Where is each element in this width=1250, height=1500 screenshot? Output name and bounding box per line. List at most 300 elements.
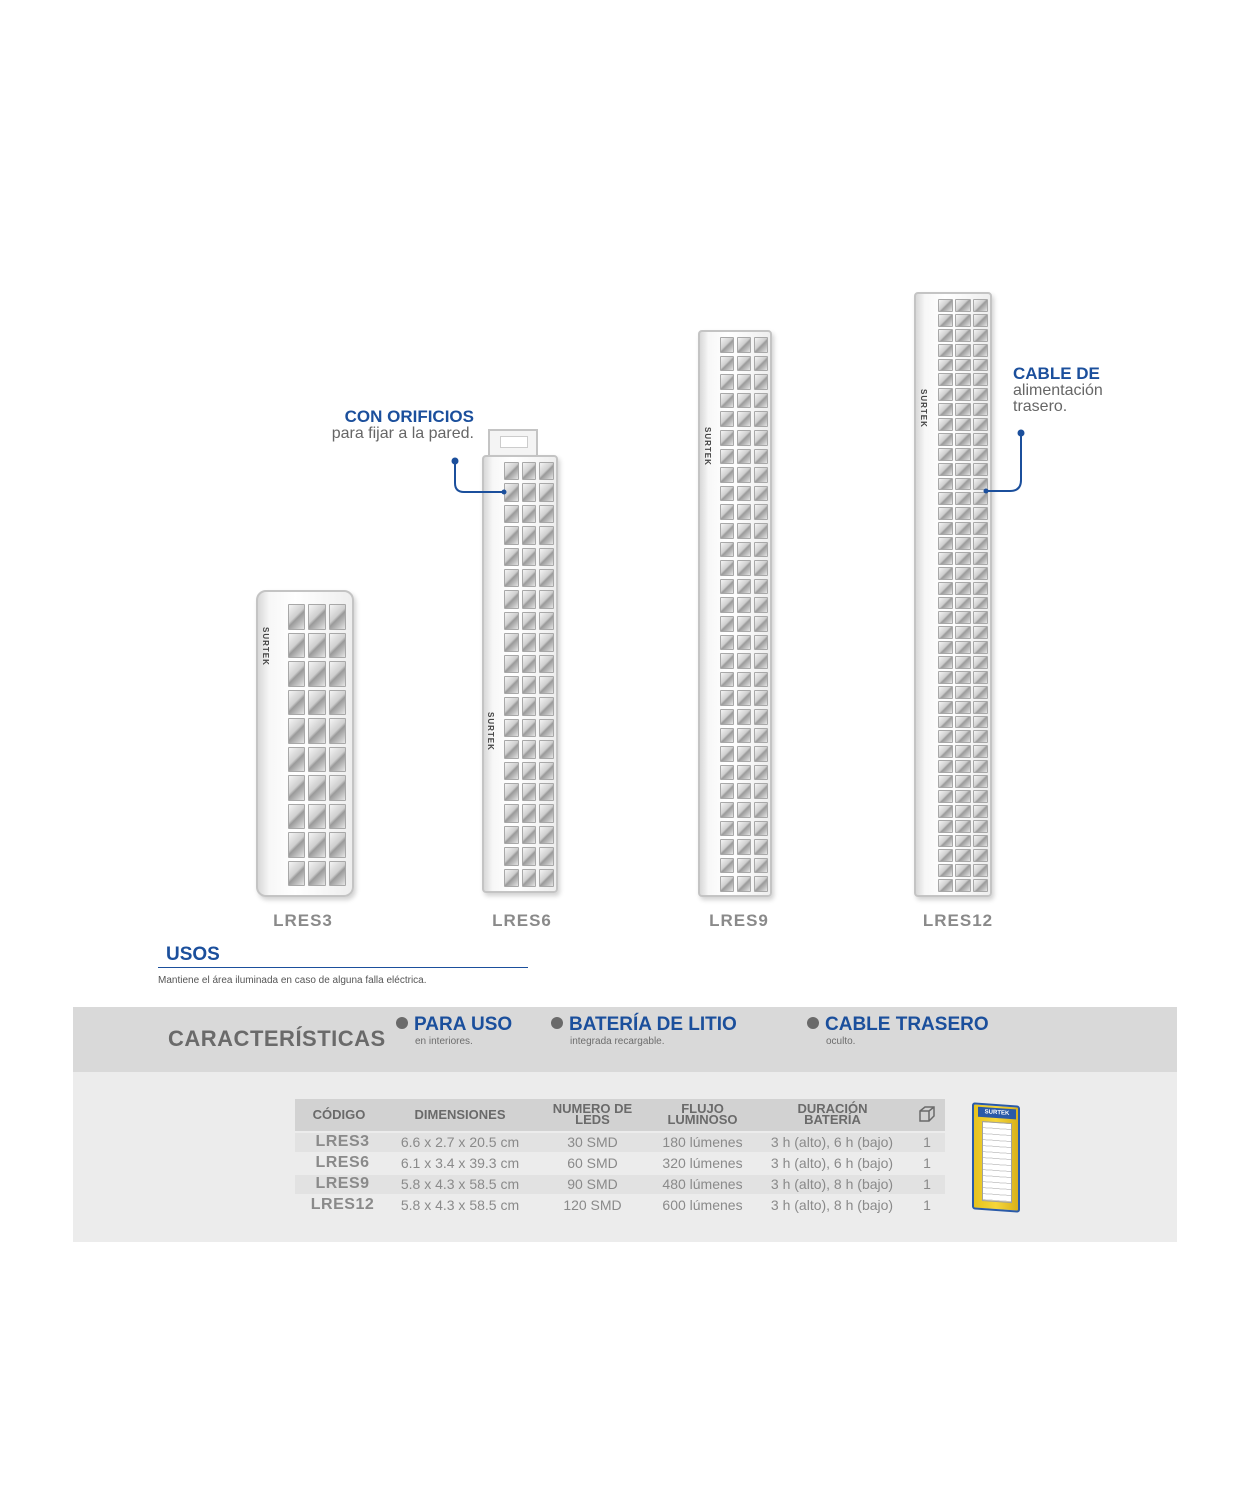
led-cell: [955, 730, 970, 743]
led-cell: [754, 430, 768, 446]
led-grid: [938, 299, 988, 892]
lamp-brand: SURTEK: [919, 389, 928, 428]
led-cell: [754, 449, 768, 465]
led-cell: [737, 337, 751, 353]
led-cell: [938, 463, 953, 476]
led-cell: [737, 523, 751, 539]
bullet-icon: [551, 1017, 563, 1029]
led-cell: [973, 716, 988, 729]
led-cell: [737, 597, 751, 613]
led-cell: [938, 433, 953, 446]
led-grid: [504, 462, 554, 887]
led-cell: [737, 542, 751, 558]
led-cell: [955, 864, 970, 877]
lamp-lres12: [914, 292, 992, 897]
led-cell: [308, 661, 325, 687]
led-cell: [955, 403, 970, 416]
led-cell: [720, 821, 734, 837]
led-cell: [737, 411, 751, 427]
lamp-lres9: [698, 330, 772, 897]
led-cell: [308, 804, 325, 830]
led-cell: [288, 832, 305, 858]
led-cell: [288, 747, 305, 773]
feature-bateria: [551, 1014, 737, 1047]
led-cell: [955, 478, 970, 491]
led-cell: [973, 656, 988, 669]
header-dimensiones: DIMENSIONES: [414, 1107, 506, 1122]
led-cell: [737, 690, 751, 706]
led-cell: [938, 611, 953, 624]
led-cell: [522, 676, 537, 694]
led-cell: [539, 783, 554, 801]
led-cell: [973, 730, 988, 743]
led-cell: [955, 686, 970, 699]
led-cell: [754, 839, 768, 855]
led-cell: [308, 604, 325, 630]
led-cell: [938, 686, 953, 699]
cell-flux: 320 lúmenes: [662, 1155, 743, 1171]
led-cell: [737, 746, 751, 762]
lamp-label-lres6: LRES6: [492, 911, 552, 930]
cell-dims: 6.6 x 2.7 x 20.5 cm: [400, 1134, 520, 1150]
led-cell: [955, 760, 970, 773]
led-cell: [522, 719, 537, 737]
led-cell: [288, 661, 305, 687]
led-cell: [955, 582, 970, 595]
led-cell: [938, 388, 953, 401]
led-cell: [504, 655, 519, 673]
led-cell: [973, 299, 988, 312]
lamp-label-lres3: LRES3: [273, 911, 333, 930]
led-cell: [737, 449, 751, 465]
led-cell: [737, 765, 751, 781]
led-cell: [288, 861, 305, 887]
callout-leader-cable: [980, 428, 1030, 498]
led-cell: [955, 835, 970, 848]
led-cell: [973, 373, 988, 386]
led-cell: [737, 393, 751, 409]
led-cell: [754, 783, 768, 799]
led-cell: [720, 858, 734, 874]
led-cell: [539, 612, 554, 630]
led-cell: [308, 747, 325, 773]
led-cell: [504, 740, 519, 758]
led-cell: [754, 876, 768, 892]
led-cell: [955, 329, 970, 342]
led-cell: [720, 802, 734, 818]
led-cell: [973, 641, 988, 654]
led-cell: [737, 802, 751, 818]
led-cell: [754, 635, 768, 651]
led-cell: [973, 537, 988, 550]
led-cell: [973, 522, 988, 535]
led-cell: [522, 548, 537, 566]
led-cell: [973, 507, 988, 520]
led-cell: [737, 467, 751, 483]
callout-line: trasero.: [1013, 398, 1068, 415]
led-cell: [522, 590, 537, 608]
led-cell: [938, 299, 953, 312]
led-cell: [938, 745, 953, 758]
led-cell: [737, 374, 751, 390]
led-cell: [955, 522, 970, 535]
led-cell: [938, 492, 953, 505]
led-cell: [329, 832, 346, 858]
led-cell: [938, 478, 953, 491]
led-cell: [737, 616, 751, 632]
led-cell: [754, 858, 768, 874]
led-cell: [938, 641, 953, 654]
led-cell: [522, 740, 537, 758]
led-cell: [938, 507, 953, 520]
feature-title: CABLE TRASERO: [825, 1014, 989, 1035]
led-cell: [539, 483, 554, 501]
led-cell: [955, 537, 970, 550]
led-cell: [720, 635, 734, 651]
callout-title: CABLE DE: [1013, 364, 1100, 383]
feature-title: BATERÍA DE LITIO: [569, 1014, 737, 1035]
led-cell: [938, 730, 953, 743]
header-duracion: [760, 1103, 905, 1125]
cell-dims: 5.8 x 4.3 x 58.5 cm: [400, 1176, 520, 1192]
led-cell: [973, 329, 988, 342]
led-cell: [720, 560, 734, 576]
led-cell: [720, 783, 734, 799]
usos-divider: [158, 967, 528, 968]
led-cell: [308, 832, 325, 858]
led-cell: [973, 359, 988, 372]
led-cell: [973, 597, 988, 610]
led-cell: [938, 864, 953, 877]
led-cell: [329, 604, 346, 630]
led-cell: [737, 728, 751, 744]
led-cell: [973, 760, 988, 773]
led-cell: [938, 552, 953, 565]
led-cell: [720, 374, 734, 390]
led-cell: [973, 805, 988, 818]
led-cell: [938, 671, 953, 684]
led-cell: [308, 690, 325, 716]
led-cell: [973, 701, 988, 714]
led-cell: [754, 393, 768, 409]
led-cell: [720, 430, 734, 446]
led-cell: [973, 820, 988, 833]
led-cell: [522, 526, 537, 544]
cell-dims: 5.8 x 4.3 x 58.5 cm: [400, 1197, 520, 1213]
led-cell: [539, 633, 554, 651]
cell-battery: 3 h (alto), 6 h (bajo): [770, 1155, 894, 1171]
cell-code: LRES3: [315, 1133, 370, 1150]
led-cell: [504, 590, 519, 608]
header-line: NUMERO DE: [552, 1101, 633, 1116]
led-cell: [522, 826, 537, 844]
led-cell: [938, 522, 953, 535]
led-cell: [522, 847, 537, 865]
led-cell: [955, 359, 970, 372]
header-line: LUMINOSO: [667, 1112, 738, 1127]
led-cell: [288, 690, 305, 716]
led-cell: [754, 728, 768, 744]
lamp-label-lres9: LRES9: [709, 911, 769, 930]
led-cell: [288, 633, 305, 659]
led-cell: [504, 847, 519, 865]
led-cell: [539, 505, 554, 523]
lamp-brand: SURTEK: [261, 627, 270, 666]
led-cell: [973, 552, 988, 565]
cell-leds: 60 SMD: [567, 1155, 618, 1171]
led-cell: [973, 745, 988, 758]
lamp-label-lres12: LRES12: [922, 911, 994, 930]
led-cell: [955, 656, 970, 669]
led-cell: [973, 626, 988, 639]
led-cell: [955, 701, 970, 714]
header-leds: [540, 1103, 645, 1125]
cell-qty: 1: [923, 1197, 931, 1213]
led-cell: [955, 314, 970, 327]
feature-subtitle: oculto.: [826, 1036, 856, 1047]
led-cell: [938, 344, 953, 357]
cell-battery: 3 h (alto), 8 h (bajo): [770, 1176, 894, 1192]
led-cell: [737, 635, 751, 651]
feature-title: PARA USO: [414, 1014, 513, 1035]
led-cell: [938, 418, 953, 431]
led-cell: [504, 548, 519, 566]
led-cell: [754, 746, 768, 762]
led-cell: [955, 448, 970, 461]
led-cell: [737, 356, 751, 372]
cell-flux: 600 lúmenes: [662, 1197, 743, 1213]
led-cell: [973, 686, 988, 699]
callout-line: alimentación: [1013, 382, 1103, 399]
led-cell: [522, 697, 537, 715]
led-cell: [754, 672, 768, 688]
led-cell: [522, 804, 537, 822]
led-cell: [539, 826, 554, 844]
led-cell: [754, 337, 768, 353]
led-cell: [938, 820, 953, 833]
cell-leds: 30 SMD: [567, 1134, 618, 1150]
led-cell: [539, 526, 554, 544]
led-cell: [938, 329, 953, 342]
led-cell: [938, 849, 953, 862]
led-cell: [539, 719, 554, 737]
header-line: DURACIÓN: [797, 1101, 868, 1116]
led-cell: [973, 671, 988, 684]
led-cell: [539, 655, 554, 673]
header-line: FLUJO: [681, 1101, 724, 1116]
led-cell: [720, 467, 734, 483]
led-cell: [955, 745, 970, 758]
led-cell: [539, 462, 554, 480]
callout-title: CON ORIFICIOS: [344, 407, 474, 426]
led-cell: [720, 337, 734, 353]
led-cell: [504, 719, 519, 737]
led-cell: [938, 656, 953, 669]
led-cell: [973, 864, 988, 877]
led-cell: [754, 486, 768, 502]
feature-subtitle: integrada recargable.: [570, 1036, 665, 1047]
led-cell: [938, 359, 953, 372]
led-cell: [288, 804, 305, 830]
led-cell: [973, 835, 988, 848]
led-cell: [720, 393, 734, 409]
led-cell: [955, 567, 970, 580]
led-cell: [737, 560, 751, 576]
led-cell: [737, 821, 751, 837]
led-cell: [973, 314, 988, 327]
led-cell: [938, 626, 953, 639]
led-cell: [522, 462, 537, 480]
led-cell: [737, 430, 751, 446]
led-cell: [955, 418, 970, 431]
led-cell: [955, 805, 970, 818]
cell-leds: 120 SMD: [563, 1197, 622, 1213]
led-cell: [539, 590, 554, 608]
led-cell: [720, 616, 734, 632]
led-cell: [955, 716, 970, 729]
led-cell: [720, 839, 734, 855]
led-cell: [754, 374, 768, 390]
led-cell: [754, 765, 768, 781]
led-cell: [754, 542, 768, 558]
hanging-bracket: [488, 429, 538, 457]
led-cell: [955, 463, 970, 476]
feature-subtitle: en interiores.: [415, 1036, 473, 1047]
cell-battery: 3 h (alto), 6 h (bajo): [770, 1134, 894, 1150]
lamp-lres3: [256, 590, 354, 897]
led-cell: [504, 869, 519, 887]
led-cell: [754, 802, 768, 818]
led-cell: [522, 505, 537, 523]
callout-cable: [1013, 365, 1153, 415]
led-cell: [938, 567, 953, 580]
led-cell: [938, 835, 953, 848]
led-cell: [504, 697, 519, 715]
led-cell: [288, 718, 305, 744]
led-cell: [955, 344, 970, 357]
led-cell: [973, 849, 988, 862]
led-cell: [504, 783, 519, 801]
led-cell: [737, 653, 751, 669]
led-cell: [973, 388, 988, 401]
lamp-brand: SURTEK: [486, 712, 495, 751]
led-cell: [955, 775, 970, 788]
led-cell: [754, 523, 768, 539]
led-cell: [973, 582, 988, 595]
led-cell: [737, 858, 751, 874]
led-cell: [955, 671, 970, 684]
led-cell: [973, 775, 988, 788]
led-cell: [955, 597, 970, 610]
bullet-icon: [807, 1017, 819, 1029]
led-cell: [754, 597, 768, 613]
led-cell: [288, 604, 305, 630]
led-cell: [938, 448, 953, 461]
led-cell: [720, 597, 734, 613]
led-cell: [720, 486, 734, 502]
led-cell: [720, 653, 734, 669]
led-cell: [938, 716, 953, 729]
led-cell: [973, 567, 988, 580]
led-cell: [938, 403, 953, 416]
cell-qty: 1: [923, 1155, 931, 1171]
led-cell: [504, 676, 519, 694]
led-cell: [329, 690, 346, 716]
led-cell: [955, 299, 970, 312]
led-cell: [938, 760, 953, 773]
led-cell: [754, 356, 768, 372]
led-cell: [720, 411, 734, 427]
cell-code: LRES12: [310, 1196, 375, 1213]
led-cell: [938, 790, 953, 803]
led-cell: [955, 492, 970, 505]
led-cell: [522, 869, 537, 887]
cell-leds: 90 SMD: [567, 1176, 618, 1192]
led-cell: [938, 597, 953, 610]
led-cell: [308, 861, 325, 887]
led-cell: [720, 356, 734, 372]
led-cell: [522, 569, 537, 587]
led-cell: [720, 542, 734, 558]
led-cell: [737, 672, 751, 688]
led-cell: [938, 775, 953, 788]
led-cell: [955, 849, 970, 862]
led-cell: [720, 876, 734, 892]
feature-cable-trasero: [807, 1014, 989, 1047]
led-cell: [754, 411, 768, 427]
led-cell: [955, 790, 970, 803]
led-cell: [938, 582, 953, 595]
package-window: [982, 1121, 1012, 1203]
callout-orificios: [298, 408, 474, 442]
led-cell: [539, 804, 554, 822]
led-cell: [973, 403, 988, 416]
led-cell: [737, 783, 751, 799]
led-cell: [539, 676, 554, 694]
led-cell: [955, 879, 970, 892]
header-line: LEDS: [575, 1112, 610, 1127]
led-cell: [720, 449, 734, 465]
led-cell: [522, 655, 537, 673]
cell-flux: 180 lúmenes: [662, 1134, 743, 1150]
led-cell: [973, 611, 988, 624]
led-cell: [522, 783, 537, 801]
cell-flux: 480 lúmenes: [662, 1176, 743, 1192]
led-cell: [754, 690, 768, 706]
led-cell: [955, 388, 970, 401]
led-cell: [955, 611, 970, 624]
led-cell: [522, 762, 537, 780]
lamp-brand: SURTEK: [703, 427, 712, 466]
led-cell: [938, 314, 953, 327]
led-cell: [504, 569, 519, 587]
led-cell: [539, 548, 554, 566]
lamp-lres6: [482, 455, 558, 893]
cell-dims: 6.1 x 3.4 x 39.3 cm: [400, 1155, 520, 1171]
led-cell: [720, 579, 734, 595]
package-brand: SURTEK: [978, 1107, 1016, 1120]
led-cell: [720, 709, 734, 725]
callout-subtitle: para fijar a la pared.: [331, 425, 474, 442]
led-cell: [737, 876, 751, 892]
cell-code: LRES6: [315, 1154, 370, 1171]
led-cell: [504, 526, 519, 544]
led-cell: [737, 504, 751, 520]
led-cell: [955, 433, 970, 446]
bullet-icon: [396, 1017, 408, 1029]
led-cell: [329, 861, 346, 887]
cell-code: LRES9: [315, 1175, 370, 1192]
